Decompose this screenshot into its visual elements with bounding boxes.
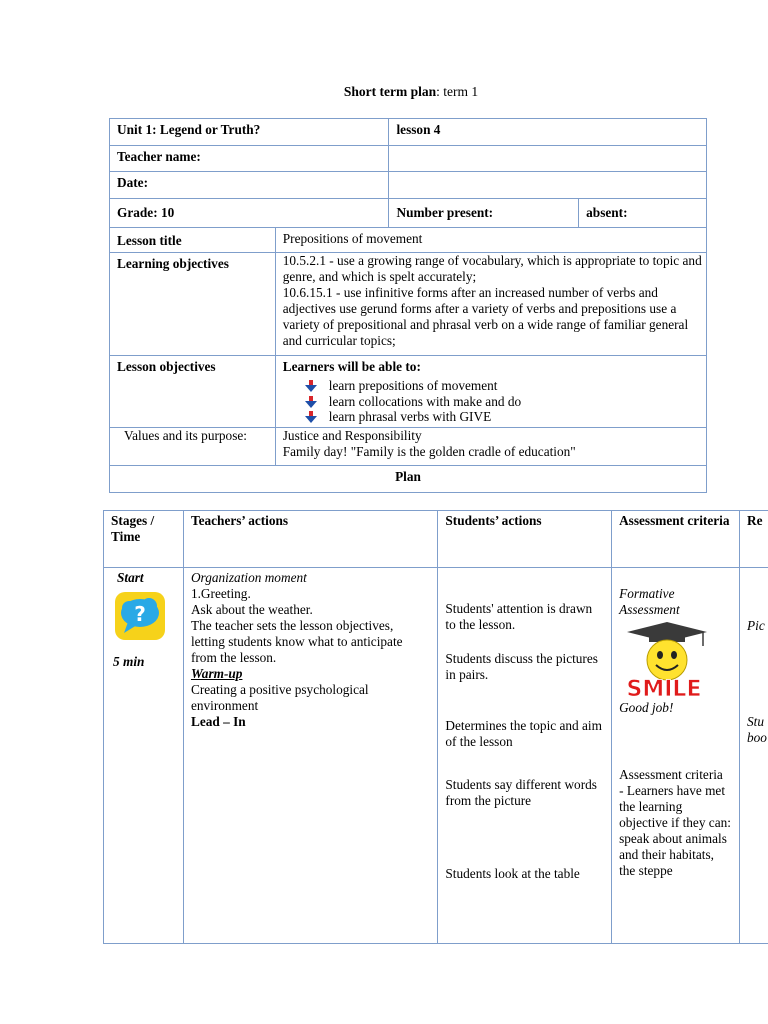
lesson-header-table (109, 118, 707, 493)
resources-cell: Pic Stu boo (740, 568, 768, 944)
arrow-down-bullet-icon (305, 411, 317, 423)
date-label: Date: (110, 172, 389, 199)
grade-cell: Grade: 10 (110, 199, 389, 228)
question-bubble-icon (115, 592, 165, 640)
absent-cell: absent: (579, 199, 707, 228)
students-actions-cell (438, 568, 612, 944)
student-action: Students' attention is drawn to the lesson. (445, 601, 593, 632)
learning-objectives-value (275, 253, 706, 356)
page-title: Short term plan: term 1 (343, 84, 479, 99)
lesson-title-value: Prepositions of movement (275, 228, 706, 253)
smile-graduate-icon (619, 620, 709, 700)
criteria-text: - Learners have met the learning objective if they can: speak about animals and their habitats, the steppe (619, 783, 731, 878)
teacher-name-value (389, 146, 707, 172)
arrow-down-bullet-icon (305, 380, 317, 392)
header-stages: Stages / Time (104, 511, 184, 568)
good-job: Good job! (619, 700, 674, 715)
organization-moment: Organization moment (190, 570, 307, 585)
formative-assessment: Formative Assessment (619, 586, 680, 617)
student-action: Students say different words from the picture (445, 777, 597, 808)
stage-label: Start (117, 570, 144, 585)
teacher-name-label: Teacher name: (110, 146, 389, 172)
criteria-title: Assessment criteria (619, 767, 723, 782)
lesson-objectives-list (283, 378, 699, 425)
student-action: Students look at the table (445, 866, 580, 881)
assessment-cell (612, 568, 740, 944)
learners-will-label: Learners will be able to: (282, 359, 421, 374)
plan-heading: Plan (110, 465, 707, 492)
svg-text:SMILE: SMILE (626, 677, 702, 700)
values-label: Values and its purpose: (110, 427, 276, 465)
student-action: Students discuss the pictures in pairs. (445, 651, 598, 682)
warmup-heading: Warm-up (190, 666, 243, 681)
header-assessment: Assessment criteria (612, 511, 740, 568)
plan-table (103, 510, 768, 944)
lesson-title-label: Lesson title (110, 228, 276, 253)
list-item: learn phrasal verbs with GIVE (305, 409, 699, 425)
learning-objective-1: 10.5.2.1 - use a growing range of vocabulary, which is appropriate to topic and genre, and which is spelt accurately; (282, 253, 702, 284)
time-label: 5 min (113, 654, 145, 669)
svg-text:?: ? (134, 602, 146, 626)
header-students-actions: Students’ actions (438, 511, 612, 568)
lesson-objectives-value (275, 356, 706, 428)
student-action: Determines the topic and aim of the lesson (445, 718, 602, 749)
lesson-objectives-label: Lesson objectives (110, 356, 276, 428)
unit-cell: Unit 1: Legend or Truth? (110, 119, 389, 146)
stage-cell (104, 568, 184, 944)
values-value: Justice and Responsibility Family day! "Family is the golden cradle of education" (275, 427, 706, 465)
learning-objective-2: 10.6.15.1 - use infinitive forms after an increased number of verbs and adjectives use gerund forms after a variety of verbs and prepositions use a variety of prepositional and phrasal verb on a wide range of familiar general and curricular topics; (282, 285, 689, 348)
header-resources: Re (740, 511, 768, 568)
header-teachers-actions: Teachers’ actions (183, 511, 437, 568)
number-present-cell: Number present: (389, 199, 579, 228)
arrow-down-bullet-icon (305, 396, 317, 408)
teacher-actions-cell: Organization moment 1.Greeting. Ask about the weather. The teacher sets the lesson objectives, letting students know what to anticipate from the lesson. Warm-up Creating a positive psychological environment Lead – In (183, 568, 437, 944)
learning-objectives-label: Learning objectives (110, 253, 276, 356)
list-item: learn collocations with make and do (305, 394, 699, 410)
lesson-number-cell: lesson 4 (389, 119, 707, 146)
list-item: learn prepositions of movement (305, 378, 699, 394)
date-value (389, 172, 707, 199)
leadin-heading: Lead – In (190, 714, 246, 729)
